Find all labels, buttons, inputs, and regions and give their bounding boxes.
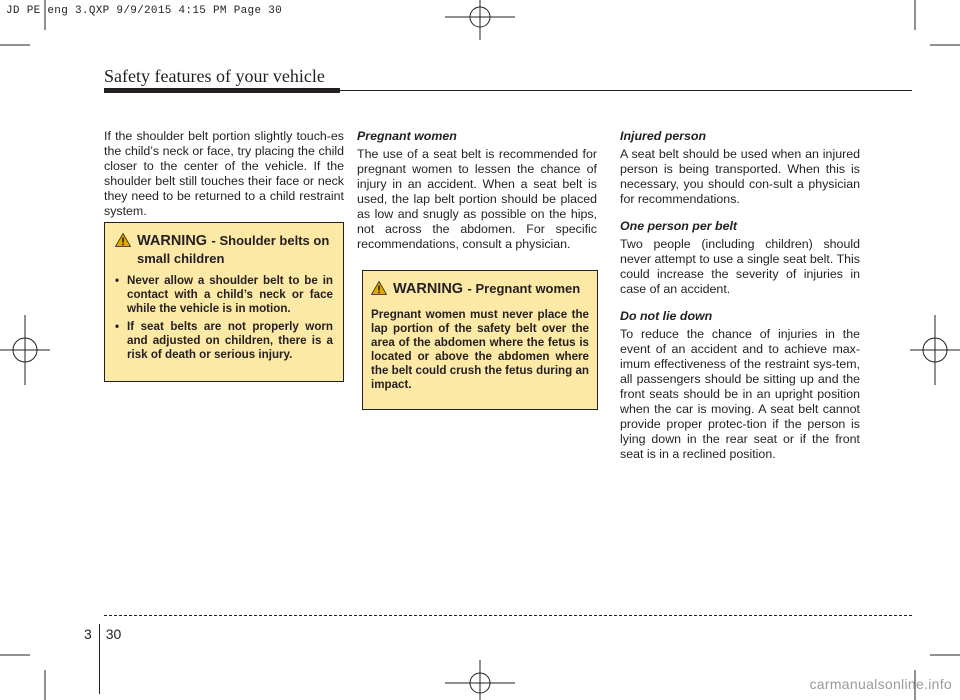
column-left [104,129,344,219]
section-heading-one-person-per-belt: One person per belt [620,219,738,233]
section-one-person-per-belt [620,219,860,297]
section-heading-injured-person: Injured person [620,129,707,143]
crop-registration-mark-icon [445,660,515,700]
warning-title [115,232,333,268]
section-injured-person [620,129,860,207]
warning-triangle-icon [115,233,131,247]
page-number [84,626,121,642]
intro-paragraph: If the shoulder belt portion slightly touch-es the child’s neck or face, try placing the child closer to the center of the vehicle. If the shoulder belt still touches their face or neck they need to be returned to a child restraint system. [104,129,344,218]
warning-word: WARNING [393,281,464,297]
warning-list [115,274,333,362]
one-person-per-belt-paragraph: Two people (including children) should never attempt to use a single seat belt. This could increase the severity of injuries in case of an accident. [620,237,860,296]
warning-subtitle: - Pregnant women [467,281,581,296]
warning-box-shoulder-belts [104,222,344,382]
warning-item: • If seat belts are not properly worn and adjusted on children, there is a risk of death or serious injury. [115,320,333,362]
footer-rule [104,615,912,616]
injured-person-paragraph: A seat belt should be used when an injured person is being transported. When this is necessary, you should con-sult a physician for recommendations. [620,147,860,206]
warning-body: Pregnant women must never place the lap portion of the safety belt over the area of the abdomen where the fetus is located or above the abdomen where the belt could crush the fetus during an impact. [371,308,589,391]
crop-registration-mark-icon [445,0,515,40]
chapter-number: 3 [84,626,92,642]
crop-registration-mark-icon [910,315,960,385]
section-do-not-lie-down [620,309,860,462]
crop-registration-mark-icon [0,315,50,385]
page-number-value: 30 [105,626,122,642]
header-rule-thick [104,88,340,93]
warning-word: WARNING [137,233,208,249]
warning-box-pregnant-women [362,270,598,410]
watermark-link[interactable]: carmanualsonline.info [809,676,952,692]
do-not-lie-down-paragraph: To reduce the chance of injuries in the event of an accident and to achieve max-imum effectiveness of the restraint sys-tem, all passengers should be sitting up and the front seats should be in an upright position when the car is moving. A seat belt cannot provide proper protec-tion if the person is lying down in the rear seat or if the front seat is in a reclined position. [620,327,860,461]
warning-item: • Never allow a shoulder belt to be in contact with a child’s neck or face while the vehicle is in motion. [115,274,333,316]
print-slug: JD PE eng 3.QXP 9/9/2015 4:15 PM Page 30 [6,5,283,17]
column-right [620,129,860,474]
warning-title [371,280,589,298]
section-heading-do-not-lie-down: Do not lie down [620,309,713,323]
warning-subtitle: - Shoulder belts on small children [137,233,330,266]
section-heading-pregnant-women: Pregnant women [357,129,457,143]
pregnant-women-paragraph: The use of a seat belt is recommended for pregnant women to lessen the chance of injury in an accident. When a seat belt is used, the lap belt portion should be placed as low and snugly as possible on the hips, not across the abdomen. For specific recommendations, consult a physician. [357,147,597,251]
header-rule-thin [340,90,912,91]
warning-triangle-icon [371,281,387,295]
page-header-title: Safety features of your vehicle [104,66,325,86]
column-middle [357,129,597,252]
